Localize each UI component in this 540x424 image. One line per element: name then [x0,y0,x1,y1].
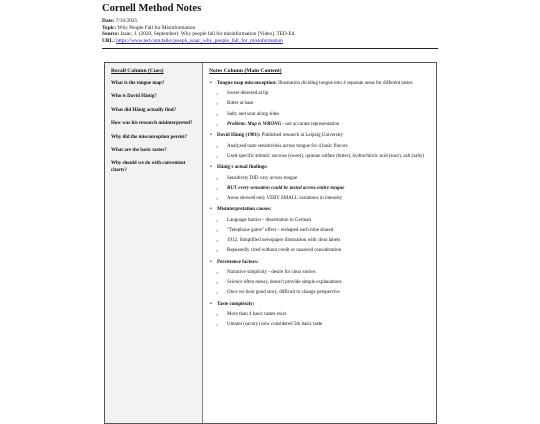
bullet-point [209,260,430,267]
cue-item: Who is David Hänig? [111,94,157,100]
notes-section-taste-complexity [209,302,430,329]
metadata-block [102,18,438,44]
bullet-point [209,81,430,88]
sub-bullet: ○ Once we hear good story, difficult to change perspective [209,290,430,297]
sub-bullet: ○ More than 4 basic tastes exist [209,312,430,319]
header-divider [102,48,438,49]
notes-section-hanig [209,133,430,160]
sub-bullet: ○ Used specific stimuli: sucrose (sweet), quinine sulfate (bitter), hydrochloric acid (sour), salt (salty) [209,154,430,161]
topic-label: Topic: [102,24,117,31]
notes-section-misinterpretation [209,207,430,254]
emphasis-text: BUT every sensation could be tasted across entire tongue [227,185,345,191]
emphasis-text: Problem: Map is WRONG [227,121,282,127]
sub-bullet: ○ Sweet detected at tip [209,91,430,98]
bullet-heading: Misinterpretation causes: [217,207,272,213]
sub-bullet: ○ "Telephone game" effect - reshaped each time shared [209,228,430,235]
date-value: 7/16/2025 [115,18,138,24]
bullet-heading: David Hänig (1901): [217,133,261,139]
source-value: Isaac, J. (2020, September). Why people fall for misinformation [Video]. TED-Ed. [120,31,296,38]
cue-item: How was his research misinterpreted? [111,121,193,127]
sub-bullet [209,186,430,193]
sub-bullet: ○ Umami (savory) now considered 5th basic taste [209,322,430,329]
notes-column [203,63,436,423]
notes-section-tongue-map [209,81,430,128]
bullet-heading: Tongue map misconception: [217,81,277,86]
bullet-point [209,133,430,140]
bullet-heading: Persistence factors: [217,259,259,265]
sub-bullet: ○ 1912: Simplified newspaper illustration with clear labels [209,238,430,245]
recall-column [105,63,203,423]
sub-bullet [209,122,430,129]
cue-item: Why should we do with convenient charts? [111,161,186,173]
bullet-heading: Taste complexity: [217,301,255,307]
sub-bullet: ○ Sensitivity DID vary across tongue [209,176,430,183]
cue-item: What are the basic tastes? [111,148,167,154]
topic-value: Why People Fall for Misinformation [117,24,196,31]
bullet-point [209,165,430,172]
source-label: Source: [102,31,120,38]
sub-bullet: ○ Analyzed taste sensitivities across tongue for 4 basic flavors [209,144,430,151]
notes-section-persistence [209,260,430,297]
url-line [102,38,438,45]
sub-bullet: ○ Repeatedly cited without credit or nuanced consideration [209,248,430,255]
sub-bullet: ○ Language barrier - dissertation in German [209,218,430,225]
url-link[interactable]: https://www.ted.com/talks/joseph_isaac_why_people_fall_for_misinformation [116,37,283,44]
recall-column-heading: Recall Column (Cues) [111,68,164,74]
sub-bullet-text: - not accurate representation [281,121,340,127]
bullet-heading: Hänig's actual findings: [217,165,268,171]
bullet-point [209,207,430,214]
bullet-point [209,302,430,309]
source-line [102,31,438,38]
sub-bullet: ○ Science often messy, doesn't provide simple explanations [209,280,430,287]
bullet-text: Published research at Leipzig University [260,133,343,139]
notes-section-findings [209,165,430,202]
notes-column-heading: Notes Column (Main Content) [209,68,282,74]
date-line [102,18,438,25]
url-label: URL: [102,37,115,44]
page-title: Cornell Method Notes [102,3,202,14]
sub-bullet: ○ Areas showed only VERY SMALL variations in intensity [209,196,430,203]
cue-item: Why did the misconception persist? [111,134,188,140]
cue-item: What is the tongue map? [111,81,165,86]
sub-bullet: ○ Bitter at base [209,101,430,108]
sub-bullet: ○ Salty and sour along sides [209,112,430,119]
bullet-text: Illustration dividing tongue into 4 separate areas for different tastes [276,81,413,86]
date-label: Date: [102,18,115,24]
cornell-notes-table [104,62,437,424]
sub-bullet: ○ Narrative simplicity - desire for clear stories [209,270,430,277]
cue-item: What did Hänig actually find? [111,107,177,113]
document-page [102,0,438,328]
